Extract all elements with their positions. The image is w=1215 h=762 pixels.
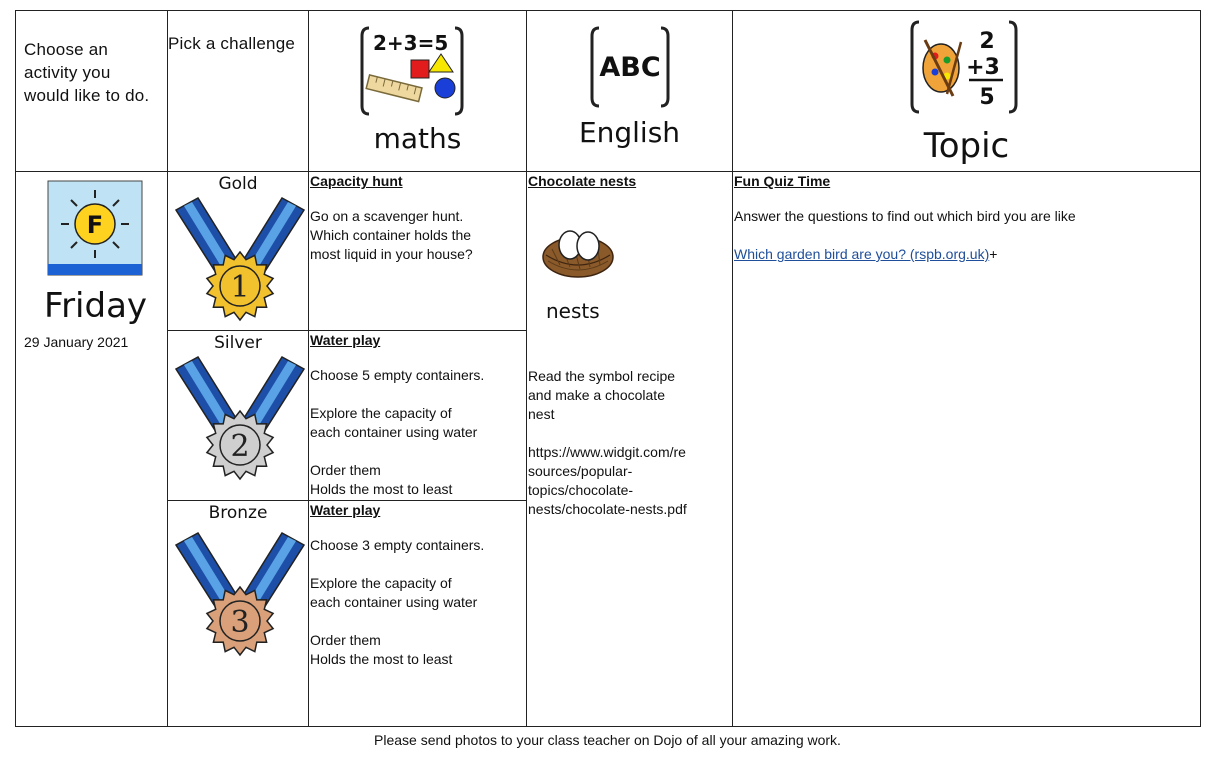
text-line[interactable]: topics/chocolate- [528, 482, 634, 498]
nests-symbol-label: nests [546, 299, 600, 323]
text-line: Which container holds the [310, 227, 472, 243]
task-title: Chocolate nests [528, 173, 637, 189]
medal-label: Silver [214, 333, 262, 353]
abc-symbol-text: ABC [599, 52, 661, 83]
maths-silver-task [310, 332, 524, 499]
svg-text:5: 5 [979, 85, 995, 110]
english-task [528, 173, 730, 517]
text-line: Holds the most to least [310, 481, 453, 497]
topic-header [733, 12, 1200, 170]
text-line [310, 385, 524, 404]
pick-challenge-label: Pick a challenge [168, 34, 295, 53]
medal-label: Gold [218, 174, 258, 194]
english-header [527, 12, 732, 170]
medal-gold [168, 172, 308, 330]
english-instructions [528, 367, 730, 424]
maths-header [309, 12, 526, 170]
silver-medal-icon [172, 355, 308, 485]
text-line: Explore the capacity of [310, 575, 452, 591]
medal-number: 2 [230, 429, 250, 464]
text-line: Go on a scavenger hunt. [310, 208, 464, 224]
maths-symbol-icon [359, 22, 469, 127]
recipe-url[interactable] [528, 443, 730, 519]
text-line: and make a chocolate [528, 387, 665, 403]
link-suffix: + [989, 246, 998, 262]
svg-text:+3: +3 [966, 55, 1000, 80]
day-icon-letter: F [86, 211, 104, 239]
topic-symbol-icon [909, 16, 1019, 116]
text-line: Order them [310, 462, 381, 478]
sun-calendar-icon [47, 180, 143, 276]
text-line: Choose 3 empty containers. [310, 537, 485, 553]
task-body [310, 366, 524, 499]
text-line: Explore the capacity of [310, 405, 452, 421]
medal-bronze [168, 501, 308, 726]
medal-number: 3 [230, 605, 250, 640]
text-line[interactable]: https://www.widgit.com/re [528, 444, 686, 460]
task-body [310, 536, 524, 669]
english-label: English [578, 116, 681, 149]
text-line[interactable]: sources/popular- [528, 463, 633, 479]
text-line: Order them [310, 632, 381, 648]
nest-icon [540, 221, 616, 281]
text-line [310, 612, 524, 631]
text-line: Read the symbol recipe [528, 368, 676, 384]
topic-task [734, 173, 1196, 264]
maths-symbol-equation: 2+3=5 [373, 31, 449, 55]
medal-silver [168, 331, 308, 500]
text-line: each container using water [310, 594, 478, 610]
day-name: Friday [44, 286, 148, 326]
maths-label: maths [373, 122, 462, 155]
choose-activity-label: Choose an activity you would like to do. [24, 40, 150, 105]
gold-medal-icon [172, 196, 308, 326]
text-line [310, 555, 524, 574]
maths-bronze-task [310, 502, 524, 669]
bird-quiz-link[interactable]: Which garden bird are you? (rspb.org.uk) [734, 246, 990, 262]
task-title: Water play [310, 502, 381, 518]
text-line[interactable]: nests/chocolate-nests.pdf [528, 501, 687, 517]
topic-label: Topic [923, 126, 1010, 166]
bronze-medal-icon [172, 531, 308, 661]
text-line [310, 442, 524, 461]
task-title: Capacity hunt [310, 173, 403, 189]
text-line: each container using water [310, 424, 478, 440]
task-body [310, 207, 524, 264]
abc-symbol-icon [589, 22, 671, 112]
footer-note: Please send photos to your class teacher on Dojo of all your amazing work. [374, 732, 841, 748]
text-line: nest [528, 406, 555, 422]
maths-gold-task [310, 173, 524, 264]
medal-number: 1 [230, 270, 250, 305]
text-line: Choose 5 empty containers. [310, 367, 485, 383]
svg-text:2: 2 [979, 29, 995, 54]
medal-label: Bronze [208, 503, 268, 523]
task-title: Fun Quiz Time [734, 173, 831, 189]
day-date: 29 January 2021 [24, 334, 129, 350]
day-cell [16, 172, 167, 372]
text-line: Holds the most to least [310, 651, 453, 667]
text-line: most liquid in your house? [310, 246, 473, 262]
task-title: Water play [310, 332, 381, 348]
topic-instructions: Answer the questions to find out which bird you are like [734, 208, 1076, 224]
